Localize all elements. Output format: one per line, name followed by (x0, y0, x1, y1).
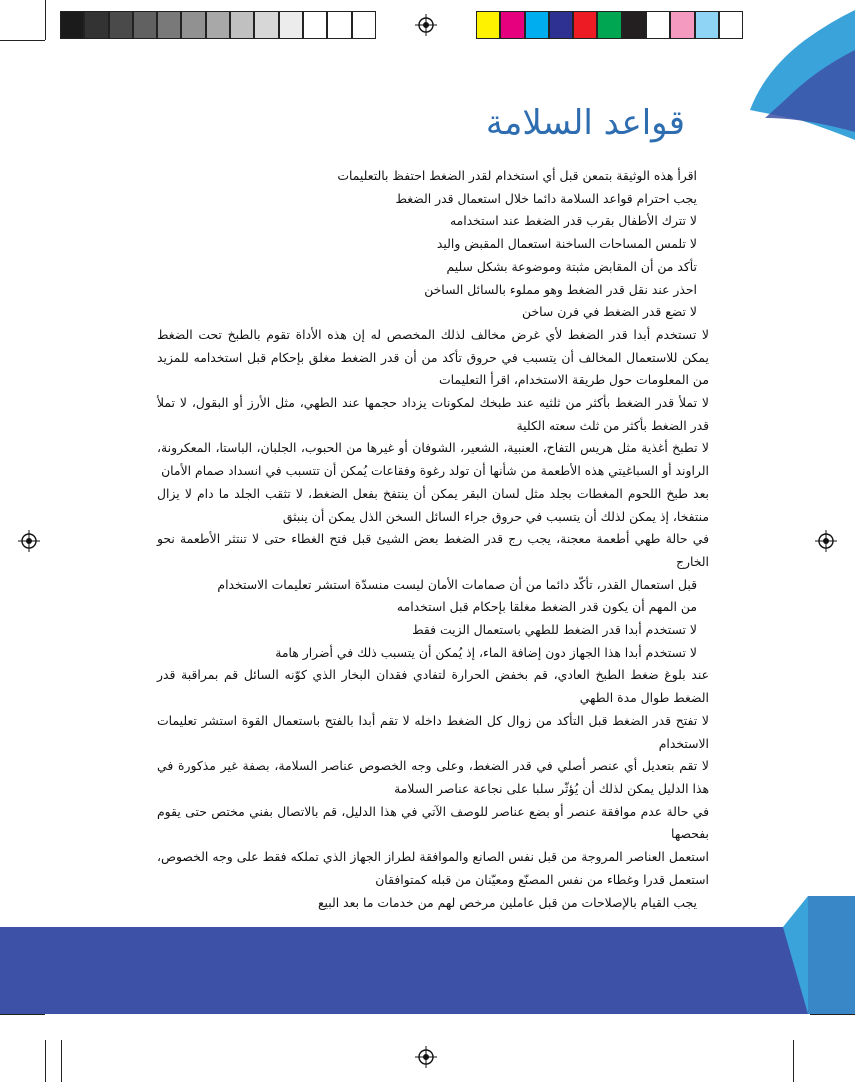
crop-mark (61, 1040, 62, 1082)
grayscale-calibration-bar (60, 11, 376, 39)
instruction-paragraph: في حالة طهي أطعمة معجنة، يجب رج قدر الضغط بعض الشيئ قبل فتح الغطاء حتى لا تنتثر الأطعمة نحو الخارج (157, 531, 709, 569)
color-swatch (60, 11, 84, 39)
crop-mark (45, 1040, 46, 1082)
instruction-paragraph: لا تفتح قدر الضغط قبل التأكد من زوال كل الضغط داخله لا تقم أبدا بالفتح باستعمال القوة استشر تعليمات الاستخدام (157, 712, 709, 751)
instruction-paragraph: لا تطبخ أغذية مثل هريس التفاح، العنبية، الشعير، الشوفان أو غيرها من الحبوب، الجلبان، الباستا، المعكرونة، الراوند أو السباغيتي هذه الأطعمة من شأنها أن تولد رغوة وفقاعات يُمكن أن تتسبب في انسداد صمام الأمان (157, 440, 709, 479)
color-swatch (279, 11, 303, 39)
color-swatch (206, 11, 230, 39)
color-swatch (597, 11, 621, 39)
color-swatch (84, 11, 108, 39)
instruction-paragraph: عند بلوغ ضغط الطبخ العادي، قم بخفض الحرارة لتفادي فقدان البخار الذي كوّنه السائل قم بمراقبة قدر الضغط طوال مدة الطهي (157, 667, 709, 706)
instruction-paragraph: قبل استعمال القدر، تأكّد دائما من أن صمامات الأمان ليست منسدّة استشر تعليمات الاستخدام (217, 576, 697, 592)
instruction-paragraph: تأكد من أن المقابض مثبتة وموضوعة بشكل سليم (446, 258, 697, 274)
instruction-paragraph: من المهم أن يكون قدر الضغط مغلقا بإحكام قبل استخدامه (396, 599, 697, 615)
color-swatch (549, 11, 573, 39)
instruction-paragraph: استعمل العناصر المروجة من قبل نفس الصانع والموافقة لطراز الجهاز الذي تملكه فقط على وجه الخصوص، استعمل قدرا وغطاء من نفس المصنّع ومعيّنان من قبله كمتوافقان (157, 849, 709, 887)
color-swatch (476, 11, 500, 39)
registration-mark-left-icon (18, 530, 40, 552)
color-swatch (695, 11, 719, 39)
color-swatch (670, 11, 694, 39)
instruction-paragraph: لا تستخدم أبدا قدر الضغط للطهي باستعمال الزيت فقط (412, 622, 697, 638)
instruction-paragraph: لا تستخدم أبدا هذا الجهاز دون إضافة الماء، إذ يُمكن أن يتسبب ذلك في أضرار هامة (275, 644, 697, 660)
crop-mark (793, 1040, 794, 1082)
crop-mark (0, 1014, 45, 1015)
registration-mark-right-icon (815, 530, 837, 552)
instruction-paragraph: لا تلمس المساحات الساخنة استعمال المقبض واليد (436, 236, 697, 252)
instruction-paragraph: بعد طبخ اللحوم المغطات بجلد مثل لسان البقر يمكن أن ينتفخ بفعل الضغط، لا تثقب الجلد ما دام لا يزال منتفخا، إذ يمكن لذلك أن يتسبب في حروق جراء السائل السخن الذل يمكن أن ينبثق (157, 485, 709, 524)
safety-instructions (157, 165, 709, 914)
color-swatch (303, 11, 327, 39)
registration-mark-bottom-icon (415, 1046, 437, 1068)
color-swatch (573, 11, 597, 39)
color-swatch (525, 11, 549, 39)
instruction-paragraph: احذر عند نقل قدر الضغط وهو مملوء بالسائل الساخن (424, 281, 697, 297)
corner-decoration (745, 0, 855, 220)
color-swatch (500, 11, 524, 39)
color-swatch (352, 11, 376, 39)
color-swatch (719, 11, 743, 39)
color-swatch (646, 11, 670, 39)
color-swatch (133, 11, 157, 39)
color-swatch (622, 11, 646, 39)
color-swatch (157, 11, 181, 39)
color-swatch (230, 11, 254, 39)
instruction-paragraph: يجب القيام بالإصلاحات من قبل عاملين مرخص لهم من خدمات ما بعد البيع (317, 894, 697, 910)
color-calibration-bar (476, 11, 743, 39)
instruction-paragraph: لا تستخدم أبدا قدر الضغط لأي غرض مخالف لذلك المخصص له إن هذه الأداة تقوم بالطبخ تحت الضغط يمكن للاستعمال المخالف أن يتسبب في حروق تأكد من أن قدر الضغط مغلق بإحكام قبل استخدامه للمزيد من المعلومات حول طريقة الاستخدام، اقرأ التعليمات (157, 326, 709, 388)
instruction-paragraph: اقرأ هذه الوثيقة بتمعن قبل أي استخدام لقدر الضغط احتفظ بالتعليمات (337, 168, 697, 183)
registration-mark-top-icon (415, 14, 437, 36)
instruction-paragraph: لا تترك الأطفال بقرب قدر الضغط عند استخدامه (449, 213, 697, 229)
crop-mark (0, 40, 45, 41)
page-title: قواعد السلامة (485, 103, 685, 143)
instruction-paragraph: يجب احترام قواعد السلامة دائما خلال استعمال قدر الضغط (395, 190, 697, 206)
crop-mark (810, 1014, 855, 1015)
instruction-paragraph: لا تضع قدر الضغط في فرن ساخن (522, 304, 697, 320)
color-swatch (254, 11, 278, 39)
color-swatch (181, 11, 205, 39)
footer-band (0, 896, 855, 1014)
color-swatch (327, 11, 351, 39)
crop-mark (45, 0, 46, 40)
instruction-paragraph: لا تقم بتعديل أي عنصر أصلي في قدر الضغط، وعلى وجه الخصوص عناصر السلامة، بصفة غير مذكورة في هذا الدليل يمكن لذلك أن يُؤثّر سلبا على نجاعة عناصر السلامة (157, 758, 709, 796)
instruction-paragraph: لا تملأ قدر الضغط بأكثر من ثلثيه عند طبخك لمكونات يزداد حجمها عند الطهي، مثل الأرز أو البقول، لا تملأ قدر الضغط بأكثر من ثلث سعته الكلية (157, 395, 709, 433)
instruction-paragraph: في حالة عدم موافقة عنصر أو بضع عناصر للوصف الآتي في هذا الدليل، قم بالاتصال بفني مختص حتى يقوم بفحصها (157, 803, 709, 842)
color-swatch (109, 11, 133, 39)
